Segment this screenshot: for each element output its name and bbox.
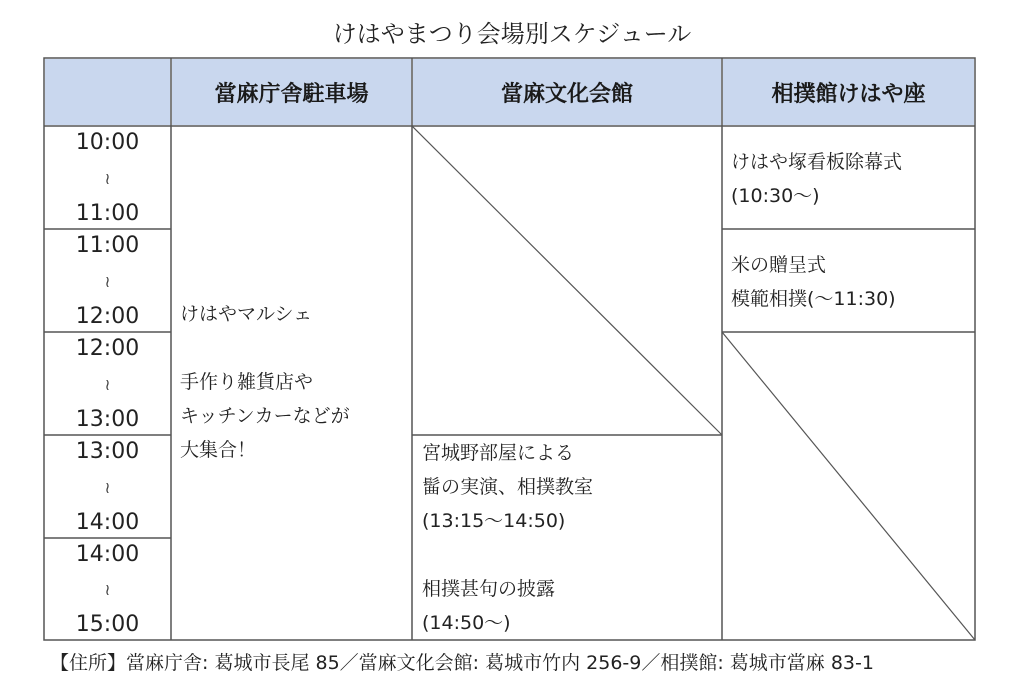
time-end: 11:00 bbox=[75, 201, 140, 226]
page-title: けはやまつり会場別スケジュール bbox=[332, 20, 692, 48]
culture-hall-event-line: (14:50～) bbox=[422, 612, 511, 634]
culture-hall-empty-diagonal bbox=[412, 126, 722, 435]
time-slot bbox=[44, 229, 171, 332]
sumo-hall-event-rice-exhibition bbox=[731, 248, 971, 316]
header-blank-cell bbox=[45, 59, 170, 125]
sumo-hall-event-ceremony bbox=[731, 145, 971, 213]
time-end: 14:00 bbox=[75, 510, 140, 535]
parking-event-line: 手作り雑貨店や bbox=[180, 371, 314, 393]
time-slot bbox=[44, 126, 171, 229]
time-end: 13:00 bbox=[75, 407, 140, 432]
time-separator: ≀ bbox=[104, 580, 111, 599]
sumo-hall-event-line: (10:30～) bbox=[731, 185, 820, 207]
time-separator: ≀ bbox=[104, 168, 111, 188]
time-end: 12:00 bbox=[75, 304, 140, 329]
culture-hall-event-line: (13:15～14:50) bbox=[422, 510, 566, 532]
culture-hall-event-block bbox=[422, 436, 718, 640]
time-slot bbox=[44, 538, 171, 640]
parking-event-block bbox=[180, 297, 408, 467]
parking-event-spacer bbox=[180, 331, 408, 365]
time-start: 10:00 bbox=[75, 130, 140, 155]
header-venue-culture-hall: 當麻文化会館 bbox=[413, 59, 721, 125]
sumo-hall-event-line: けはや塚看板除幕式 bbox=[731, 151, 903, 173]
time-separator: ≀ bbox=[104, 477, 111, 497]
time-start: 13:00 bbox=[75, 439, 140, 464]
time-end: 15:00 bbox=[75, 612, 140, 637]
address-footer: 【住所】當麻庁舎: 葛城市長尾 85／當麻文化会館: 葛城市竹内 256-9／相撲館: 葛城市當麻 83-1 bbox=[50, 652, 874, 674]
culture-hall-event-spacer bbox=[422, 538, 718, 572]
parking-event-line: けはやマルシェ bbox=[180, 303, 313, 325]
time-slot bbox=[44, 332, 171, 435]
header-venue-sumo-hall: 相撲館けはや座 bbox=[723, 59, 974, 125]
sumo-hall-event-line: 米の贈呈式 bbox=[731, 254, 827, 276]
time-start: 12:00 bbox=[75, 336, 140, 361]
culture-hall-event-line: 相撲甚句の披露 bbox=[422, 578, 556, 600]
time-start: 14:00 bbox=[75, 542, 140, 567]
time-separator: ≀ bbox=[104, 374, 111, 394]
culture-hall-event-line: 宮城野部屋による bbox=[422, 442, 575, 464]
parking-event-line: キッチンカーなどが bbox=[180, 405, 350, 427]
time-slot bbox=[44, 435, 171, 538]
sumo-hall-empty-diagonal bbox=[722, 332, 975, 640]
time-start: 11:00 bbox=[75, 233, 140, 258]
header-venue-parking: 當麻庁舎駐車場 bbox=[172, 59, 411, 125]
sumo-hall-event-line: 模範相撲(～11:30) bbox=[731, 288, 896, 310]
time-separator: ≀ bbox=[104, 271, 111, 291]
culture-hall-event-line: 髷の実演、相撲教室 bbox=[422, 476, 594, 498]
parking-event-line: 大集合！ bbox=[180, 439, 257, 461]
